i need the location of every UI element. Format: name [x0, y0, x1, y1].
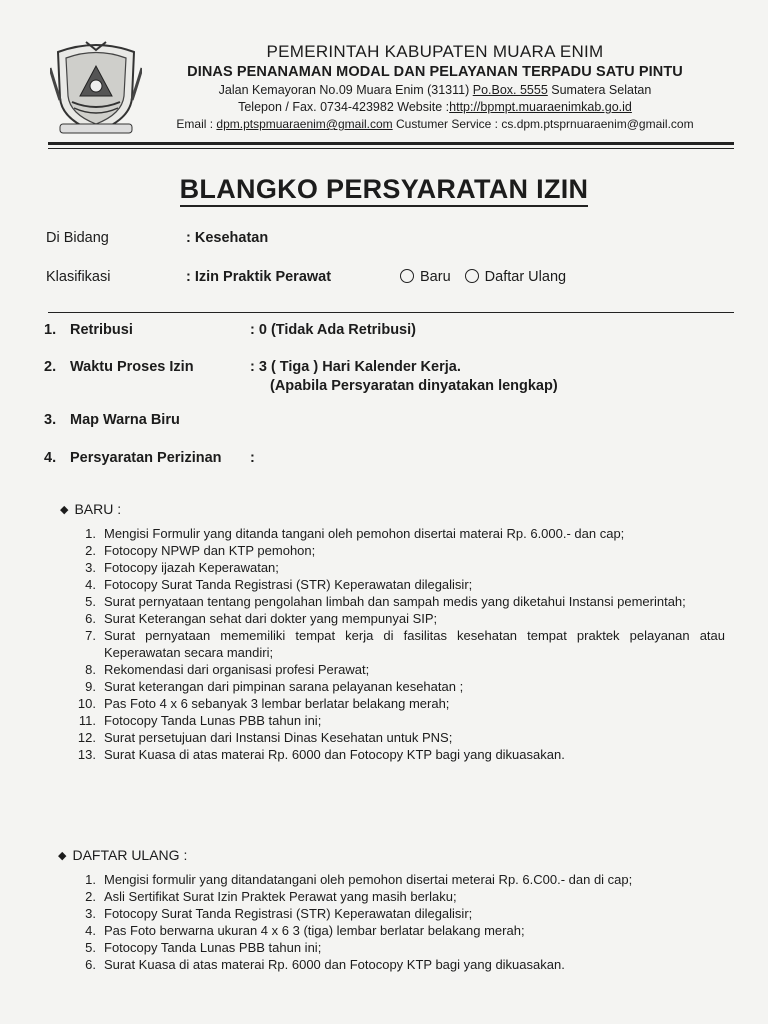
list-item [70, 559, 725, 576]
list-item-number: 5. [85, 594, 96, 609]
website-link[interactable]: http://bpmpt.muaraenimkab.go.id [449, 100, 632, 114]
list-item-text: Surat Keterangan sehat dari dokter yang mempunyai SIP; [104, 611, 438, 626]
bidang-label: Di Bidang [46, 230, 109, 246]
requirements-list-daftar-ulang [70, 871, 700, 973]
list-item-number: 7. [85, 628, 96, 643]
list-item [70, 746, 725, 763]
list-item-number: 4. [85, 577, 96, 592]
item-label: Retribusi [70, 322, 133, 338]
list-item [70, 525, 725, 542]
option-daftar-ulang[interactable] [465, 269, 566, 285]
document-title-text: BLANGKO PERSYARATAN IZIN [180, 174, 589, 207]
list-item-number: 5. [85, 940, 96, 955]
item-label: Waktu Proses Izin [70, 359, 194, 375]
list-item-text: Fotocopy Surat Tanda Registrasi (STR) Keperawatan dilegalisir; [104, 577, 473, 592]
list-item-number: 4. [85, 923, 96, 938]
list-item [70, 939, 700, 956]
list-item-number: 8. [85, 662, 96, 677]
section-heading-text: DAFTAR ULANG : [72, 847, 188, 863]
list-item [70, 871, 700, 888]
list-item-text: Fotocopy ijazah Keperawatan; [104, 560, 279, 575]
list-item-number: 12. [77, 730, 96, 745]
list-item [70, 610, 725, 627]
section-divider [48, 312, 734, 313]
section-heading-baru [60, 501, 121, 517]
list-item [70, 593, 725, 610]
address-line [140, 83, 730, 97]
item-waktu-proses [44, 359, 558, 394]
list-item-number: 13. [77, 747, 96, 762]
list-item-number: 3. [85, 560, 96, 575]
list-item [70, 905, 700, 922]
email-link[interactable]: dpm.ptspmuaraenim@gmail.com [216, 117, 393, 131]
list-item [70, 712, 725, 729]
government-name: PEMERINTAH KABUPATEN MUARA ENIM [266, 42, 604, 61]
list-item [70, 576, 725, 593]
list-item [70, 678, 725, 695]
section-heading-daftar-ulang [58, 847, 187, 863]
section-heading-text: BARU : [74, 501, 122, 517]
list-item-number: 3. [85, 906, 96, 921]
list-item [70, 627, 725, 661]
list-item-number: 1. [85, 872, 96, 887]
item-persyaratan [44, 450, 255, 466]
list-item [70, 956, 700, 973]
list-item-text: Pas Foto 4 x 6 sebanyak 3 lembar berlatar belakang merah; [104, 696, 450, 711]
option-baru[interactable] [400, 269, 451, 285]
po-box: Po.Box. 5555 [472, 83, 548, 97]
list-item-text: Surat Kuasa di atas materai Rp. 6000 dan Fotocopy KTP bagi yang dikuasakan. [104, 957, 565, 972]
list-item-number: 11. [78, 713, 96, 728]
option-daftar-ulang-label: Daftar Ulang [484, 269, 567, 285]
document-title [0, 174, 768, 205]
bidang-value: : Kesehatan [186, 230, 269, 246]
list-item-text: Fotocopy Tanda Lunas PBB tahun ini; [104, 940, 322, 955]
list-item-text: Mengisi Formulir yang ditanda tangani oleh pemohon disertai materai Rp. 6.000.- dan cap; [104, 526, 625, 541]
registration-type-options [400, 269, 576, 285]
list-item-text: Surat Kuasa di atas materai Rp. 6000 dan Fotocopy KTP bagi yang dikuasakan. [104, 747, 565, 762]
list-item-text: Surat keterangan dari pimpinan sarana pelayanan kesehatan ; [104, 679, 464, 694]
list-item [70, 542, 725, 559]
option-baru-label: Baru [420, 269, 451, 285]
klasifikasi-value: : Izin Praktik Perawat [186, 269, 332, 285]
list-item [70, 922, 700, 939]
address-region: Sumatera Selatan [547, 83, 652, 97]
item-label: Persyaratan Perizinan [70, 450, 222, 466]
list-item-text: Fotocopy NPWP dan KTP pemohon; [104, 543, 316, 558]
agency-name: DINAS PENANAMAN MODAL DAN PELAYANAN TERPADU SATU PINTU [187, 64, 683, 80]
regency-coat-of-arms-icon [50, 38, 142, 136]
item-value-text: : 3 ( Tiga ) Hari Kalender Kerja. [250, 359, 461, 375]
list-item [70, 661, 725, 678]
list-item-text: Fotocopy Surat Tanda Registrasi (STR) Keperawatan dilegalisir; [104, 906, 473, 921]
list-item-number: 2. [85, 889, 96, 904]
list-item-text: Surat pernyataan mememiliki tempat kerja di fasilitas kesehatan tempat praktek pelayanan atau Keperawatan secara mandiri; [104, 628, 725, 660]
klasifikasi-label: Klasifikasi [46, 269, 111, 285]
item-label: Map Warna Biru [70, 412, 180, 428]
radio-circle-icon[interactable] [465, 269, 479, 283]
list-item-text: Mengisi formulir yang ditandatangani oleh pemohon disertai meterai Rp. 6.C00.- dan di cap; [104, 872, 633, 887]
list-item [70, 888, 700, 905]
item-retribusi [44, 322, 416, 338]
item-note: (Apabila Persyaratan dinyatakan lengkap) [270, 378, 558, 394]
item-number: 1. [44, 322, 57, 338]
item-number: 4. [44, 450, 57, 466]
list-item [70, 695, 725, 712]
radio-circle-icon[interactable] [400, 269, 414, 283]
list-item-text: Surat persetujuan dari Instansi Dinas Kesehatan untuk PNS; [104, 730, 453, 745]
list-item-text: Rekomendasi dari organisasi profesi Perawat; [104, 662, 370, 677]
phone-website-line [140, 100, 730, 114]
item-value: : 0 (Tidak Ada Retribusi) [250, 322, 416, 338]
email-line [140, 117, 730, 131]
customer-service-email: Custumer Service : cs.dpm.ptsprnuaraenim@gmail.com [392, 117, 694, 131]
item-value [250, 359, 558, 394]
item-number: 2. [44, 359, 57, 375]
address-text: Jalan Kemayoran No.09 Muara Enim (31311) [218, 83, 473, 97]
list-item-text: Pas Foto berwarna ukuran 4 x 6 3 (tiga) lembar berlatar belakang merah; [104, 923, 525, 938]
list-item-number: 9. [85, 679, 96, 694]
header-divider-thin [48, 148, 734, 149]
requirements-list-baru [70, 525, 725, 763]
item-value: : [250, 450, 255, 466]
letterhead [140, 40, 730, 131]
diamond-bullet-icon: ◆ [58, 850, 67, 862]
item-map-warna [44, 412, 180, 428]
list-item-number: 1. [85, 526, 96, 541]
list-item-number: 6. [85, 611, 96, 626]
header-divider-thick [48, 142, 734, 145]
diamond-bullet-icon: ◆ [60, 504, 69, 516]
email-label: Email : [176, 117, 217, 131]
list-item-number: 2. [85, 543, 96, 558]
list-item-text: Fotocopy Tanda Lunas PBB tahun ini; [104, 713, 322, 728]
list-item-number: 10. [77, 696, 96, 711]
list-item-text: Asli Sertifikat Surat Izin Praktek Perawat yang masih berlaku; [104, 889, 457, 904]
item-number: 3. [44, 412, 57, 428]
list-item-text: Surat pernyataan tentang pengolahan limbah dan sampah medis yang diketahui Instansi pemerintah; [104, 594, 686, 609]
phone-text: Telepon / Fax. 0734-423982 Website : [238, 100, 450, 114]
list-item-number: 6. [85, 957, 96, 972]
list-item [70, 729, 725, 746]
